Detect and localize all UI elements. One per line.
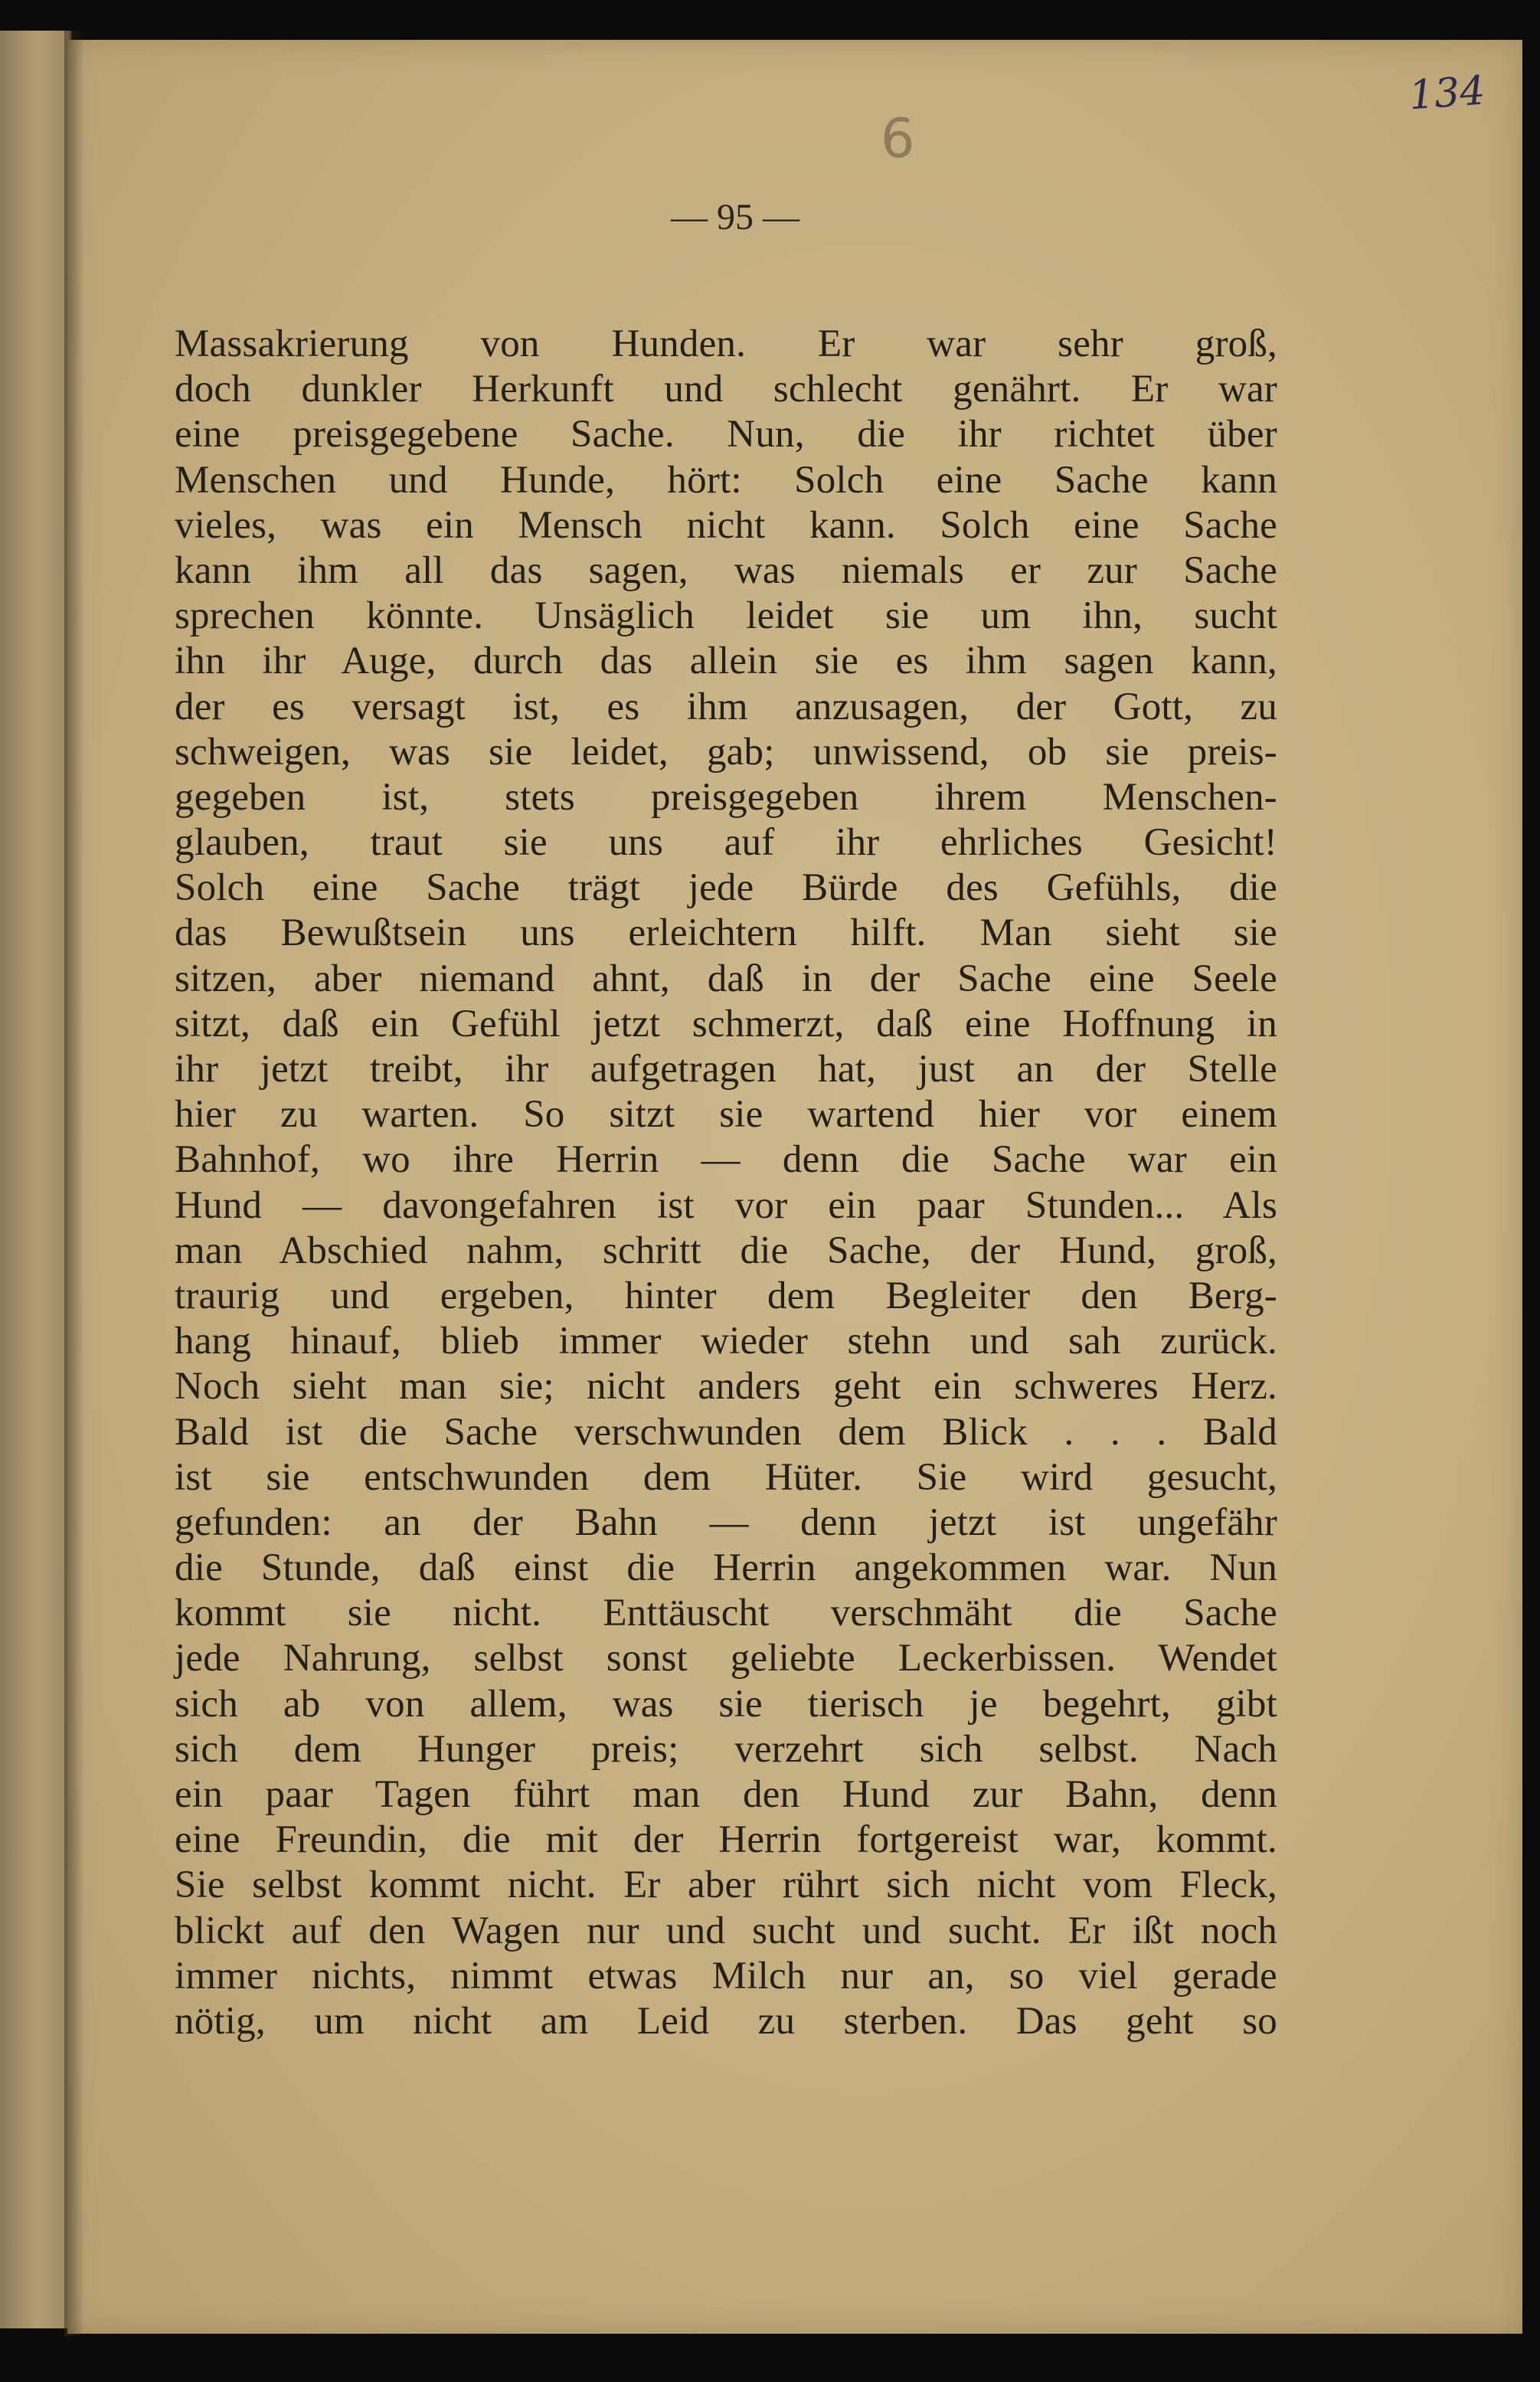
spine-shadow xyxy=(64,31,84,2336)
text-line: gegeben ist, stets preisgegeben ihrem Menschen- xyxy=(175,775,1277,819)
text-line: Sie selbst kommt nicht. Er aber rührt sich nicht vom Fleck, xyxy=(175,1863,1277,1907)
text-line: jede Nahrung, selbst sonst geliebte Leckerbissen. Wendet xyxy=(175,1637,1277,1680)
text-line: ihn ihr Auge, durch das allein sie es ihm sagen kann, xyxy=(175,640,1277,683)
text-line: Solch eine Sache trägt jede Bürde des Gefühls, die xyxy=(175,866,1277,910)
text-line: kommt sie nicht. Enttäuscht verschmäht die Sache xyxy=(175,1592,1277,1635)
text-line: sitzt, daß ein Gefühl jetzt schmerzt, daß eine Hoffnung in xyxy=(175,1002,1277,1045)
text-line: Bahnhof, wo ihre Herrin — denn die Sache war ein xyxy=(175,1138,1277,1182)
text-line: kann ihm all das sagen, was niemals er zur Sache xyxy=(175,548,1277,592)
text-line: blickt auf den Wagen nur und sucht und sucht. Er ißt noch xyxy=(175,1909,1277,1952)
text-line: traurig und ergeben, hinter dem Begleiter den Berg- xyxy=(175,1274,1277,1317)
text-line: Massakrierung von Hunden. Er war sehr groß, xyxy=(175,322,1277,365)
text-line: eine Freundin, die mit der Herrin fortgereist war, kommt. xyxy=(175,1818,1277,1862)
body-text xyxy=(175,322,1277,2044)
text-line: ihr jetzt treibt, ihr aufgetragen hat, just an der Stelle xyxy=(175,1048,1277,1091)
text-line: die Stunde, daß einst die Herrin angekommen war. Nun xyxy=(175,1546,1277,1590)
text-line: sprechen könnte. Unsäglich leidet sie um ihn, sucht xyxy=(175,594,1277,638)
text-line: schweigen, was sie leidet, gab; unwissend, ob sie preis- xyxy=(175,730,1277,774)
text-line: Menschen und Hunde, hört: Solch eine Sache kann xyxy=(175,458,1277,502)
text-line: glauben, traut sie uns auf ihr ehrliches Gesicht! xyxy=(175,821,1277,865)
text-line: gefunden: an der Bahn — denn jetzt ist ungefähr xyxy=(175,1500,1277,1544)
text-line: immer nichts, nimmt etwas Milch nur an, so viel gerade xyxy=(175,1954,1277,1998)
text-line: Bald ist die Sache verschwunden dem Blick . . . Bald xyxy=(175,1410,1277,1454)
text-line: das Bewußtsein uns erleichtern hilft. Man sieht sie xyxy=(175,911,1277,955)
text-line: Noch sieht man sie; nicht anders geht ein schweres Herz. xyxy=(175,1365,1277,1409)
text-line: vieles, was ein Mensch nicht kann. Solch eine Sache xyxy=(175,503,1277,547)
text-line: sich ab von allem, was sie tierisch je begehrt, gibt xyxy=(175,1682,1277,1726)
text-line: doch dunkler Herkunft und schlecht genährt. Er war xyxy=(175,368,1277,411)
page-number: — 95 — xyxy=(671,197,799,237)
handwritten-archive-number: 134 xyxy=(1408,67,1487,119)
text-line: der es versagt ist, es ihm anzusagen, der Gott, zu xyxy=(175,685,1277,728)
text-line: hier zu warten. So sitzt sie wartend hier vor einem xyxy=(175,1093,1277,1137)
previous-page-edge xyxy=(0,31,71,2328)
text-line: eine preisgegebene Sache. Nun, die ihr richtet über xyxy=(175,413,1277,456)
text-line: sitzen, aber niemand ahnt, daß in der Sache eine Seele xyxy=(175,957,1277,1000)
text-line: sich dem Hunger preis; verzehrt sich selbst. Nach xyxy=(175,1727,1277,1771)
text-line: man Abschied nahm, schritt die Sache, der Hund, groß, xyxy=(175,1229,1277,1272)
pencil-mark: 6 xyxy=(881,107,915,170)
text-line: nötig, um nicht am Leid zu sterben. Das geht so xyxy=(175,1999,1277,2043)
text-line: ist sie entschwunden dem Hüter. Sie wird gesucht, xyxy=(175,1455,1277,1499)
text-line: Hund — davongefahren ist vor ein paar Stunden... Als xyxy=(175,1183,1277,1227)
text-line: ein paar Tagen führt man den Hund zur Bahn, denn xyxy=(175,1773,1277,1816)
text-line: hang hinauf, blieb immer wieder stehn und sah zurück. xyxy=(175,1320,1277,1363)
